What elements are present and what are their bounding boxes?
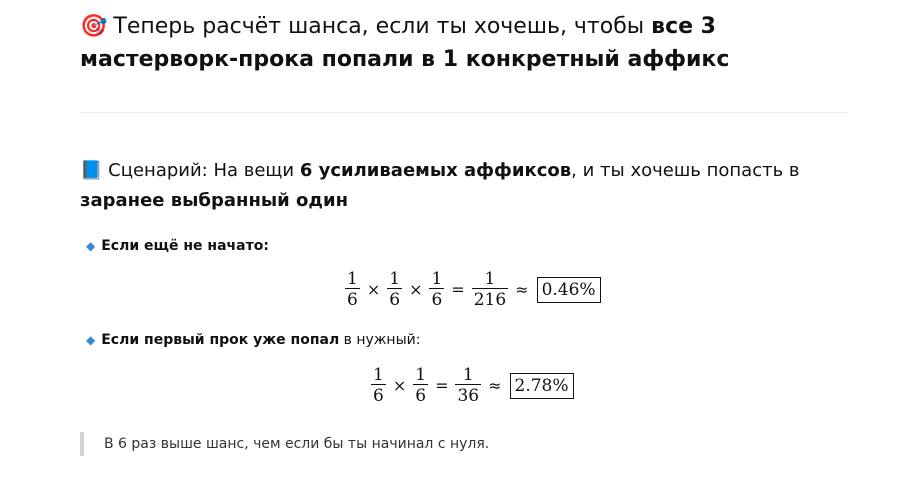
times-sign: × <box>366 280 381 299</box>
scenario-prefix: Сценарий: На вещи <box>108 160 300 181</box>
times-sign: × <box>409 280 423 299</box>
fraction: $\frac{1}{6}$ <box>389 269 401 310</box>
equals-sign: = <box>435 376 449 395</box>
approx-sign: ≈ <box>488 376 502 395</box>
target-icon: 🎯 <box>80 14 108 39</box>
blockquote-note <box>80 432 489 456</box>
section-heading <box>80 10 820 76</box>
formula-first-hit <box>368 366 574 405</box>
formula-not-started <box>342 270 601 309</box>
boxed-result: 2.78% <box>510 373 574 399</box>
small-blue-diamond-icon: ◆ <box>86 239 96 253</box>
bullet-suffix: в нужный: <box>339 332 421 348</box>
blue-book-icon: 📘 <box>80 160 103 181</box>
scenario-bold-target: заранее выбранный один <box>80 190 349 211</box>
fraction: $\frac{1}{6}$ <box>347 269 358 310</box>
divider <box>80 112 848 113</box>
fraction-result: $\frac{1}{36}$ <box>457 365 480 406</box>
boxed-result: 0.46% <box>537 277 601 303</box>
scenario-bold-affixes: 6 усиливаемых аффиксов <box>299 160 572 181</box>
bullet-label: Если ещё не начато: <box>101 238 269 254</box>
heading-text: Теперь расчёт шанса, если ты хочешь, чтобы <box>113 14 652 39</box>
bullet-not-started <box>86 236 269 256</box>
scenario-heading <box>80 156 820 216</box>
bullet-bold: первый прок уже попал <box>144 332 340 348</box>
fraction: $\frac{1}{6}$ <box>431 269 443 310</box>
note-text: В 6 раз выше шанс, чем если бы ты начинал с нуля. <box>104 436 490 452</box>
fraction: $\frac{1}{6}$ <box>415 365 427 406</box>
heading-bold-text: все 3 мастерворк-прока попали в 1 конкретный аффикс <box>80 14 730 72</box>
bullet-prefix: Если <box>101 332 145 348</box>
fraction: $\frac{1}{6}$ <box>373 365 384 406</box>
equals-sign: = <box>451 280 465 299</box>
scenario-middle: , и ты хочешь попасть в <box>571 160 800 181</box>
times-sign: × <box>392 376 407 395</box>
approx-sign: ≈ <box>515 280 529 299</box>
small-blue-diamond-icon: ◆ <box>86 333 96 347</box>
fraction-result: $\frac{1}{216}$ <box>473 269 507 310</box>
bullet-first-hit <box>86 330 420 350</box>
